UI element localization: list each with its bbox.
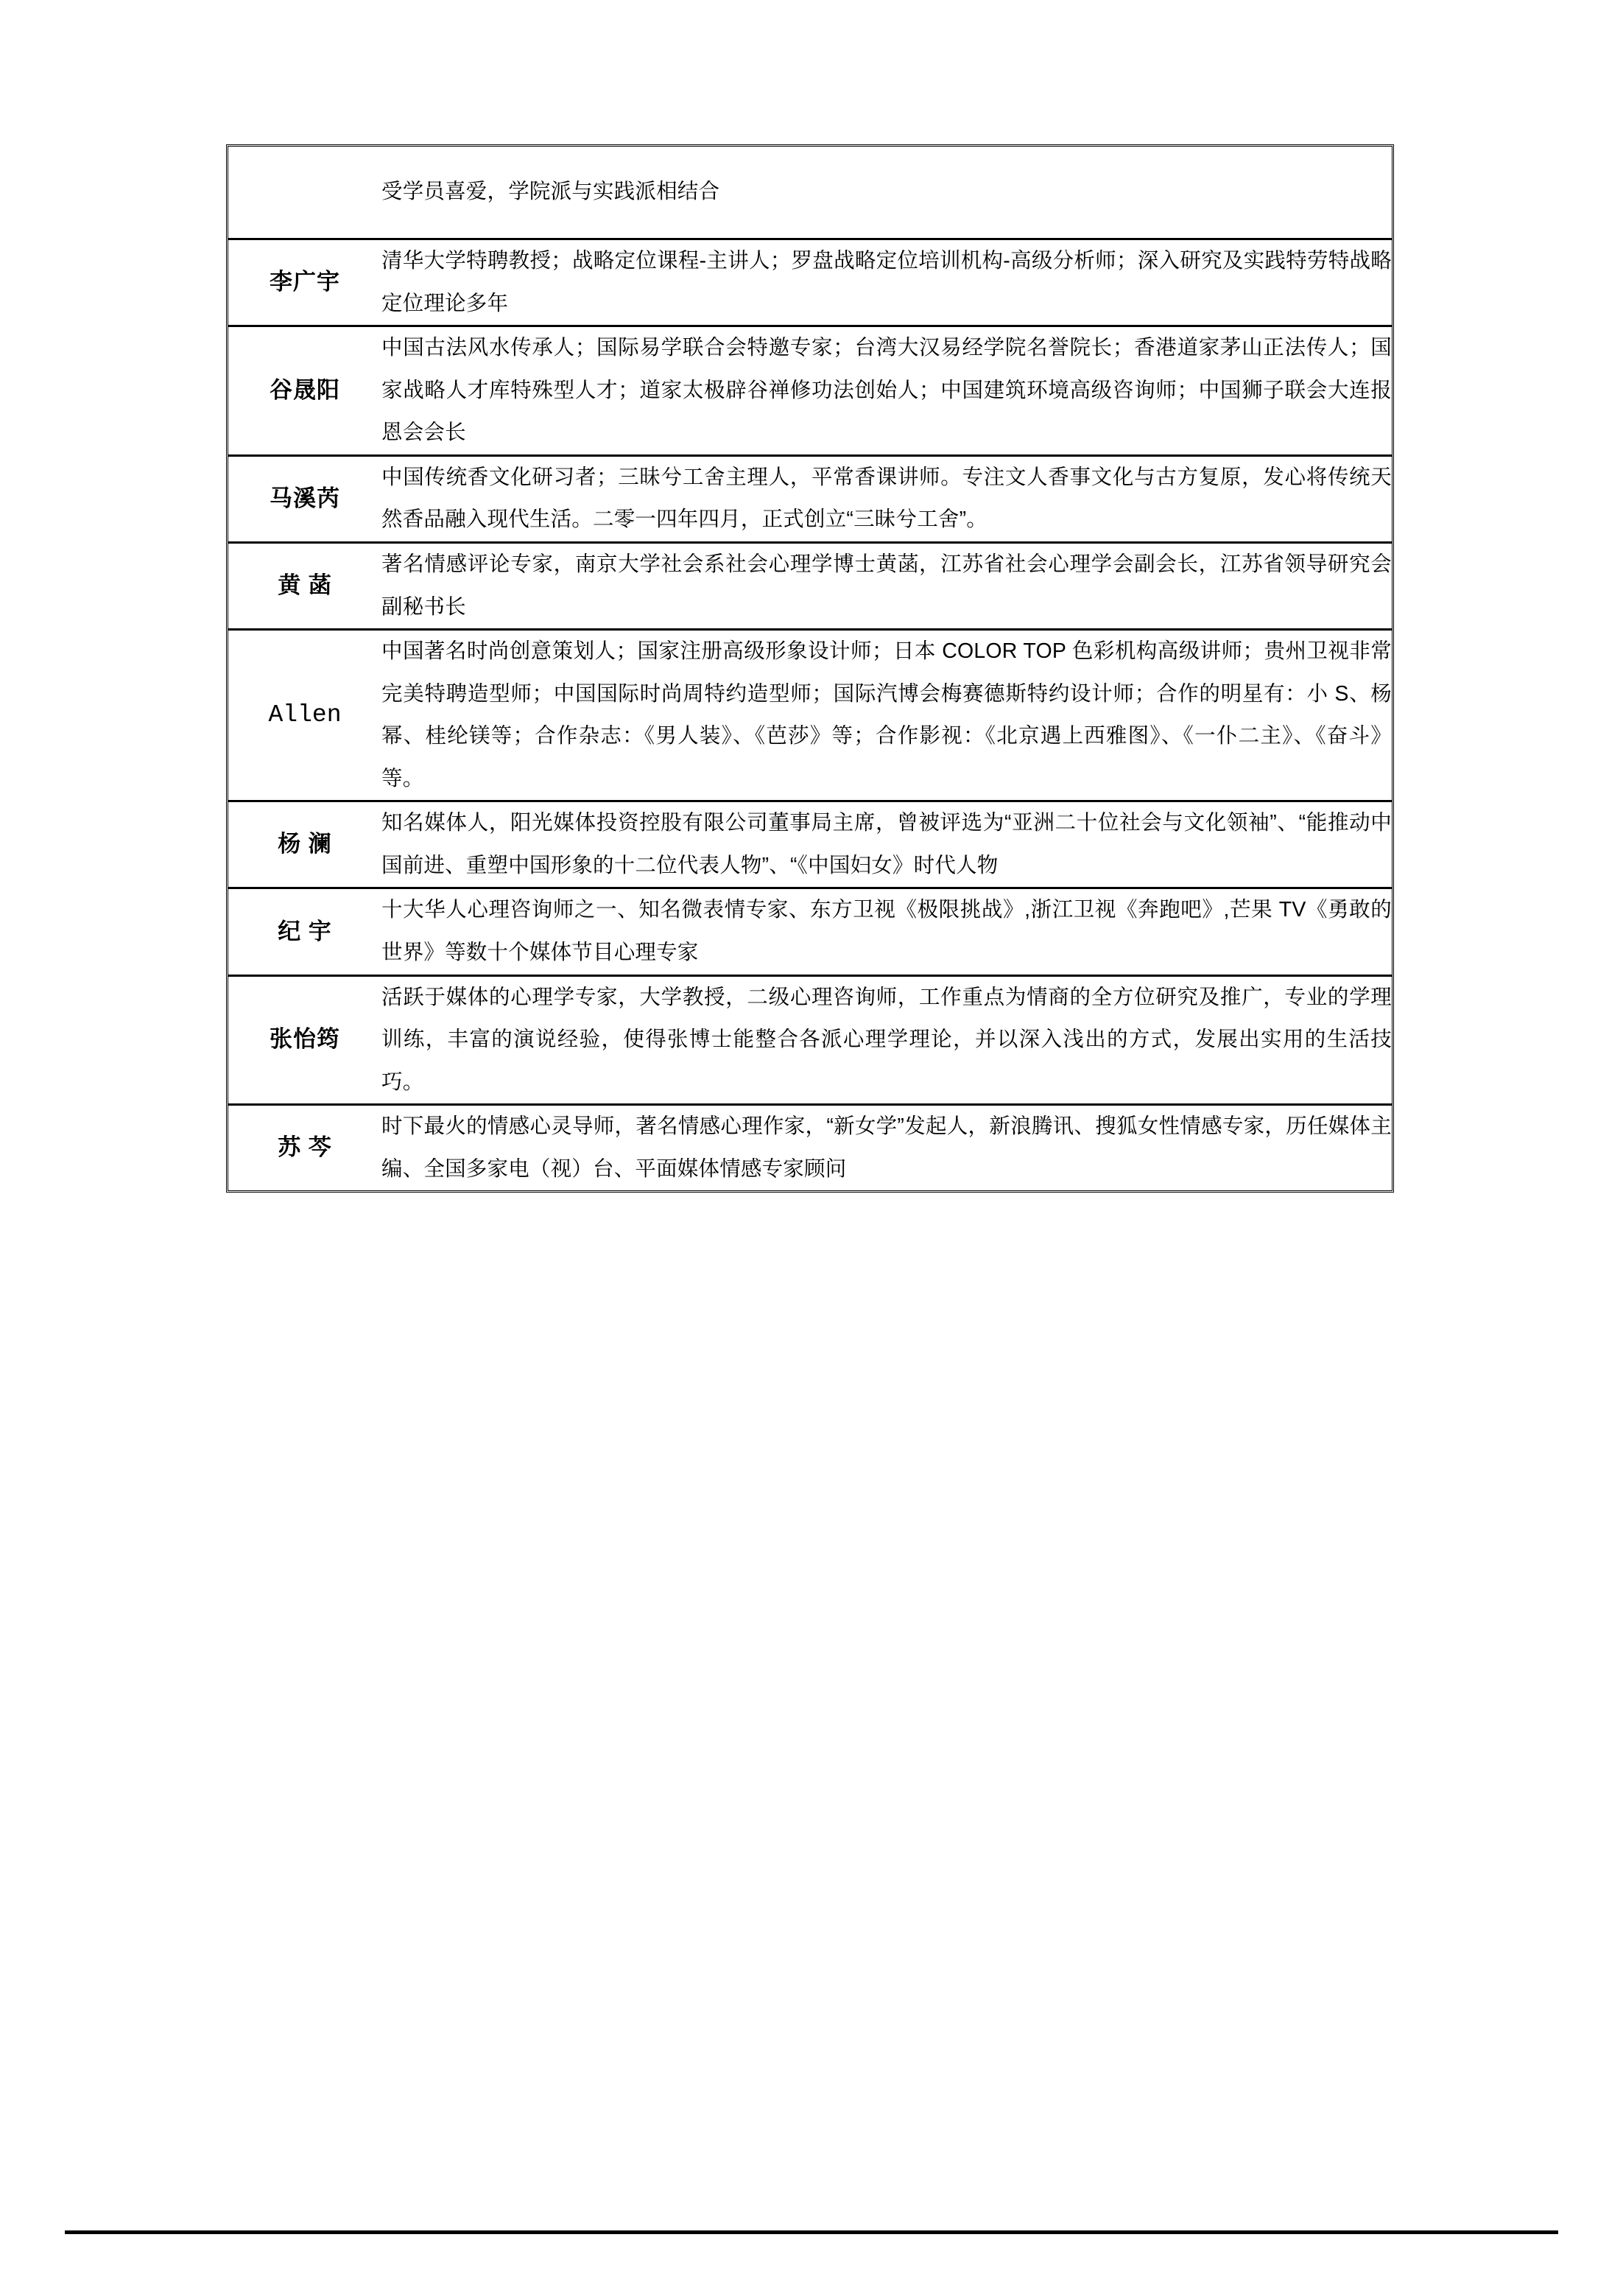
speaker-name-cell: 纪 宇 bbox=[228, 889, 381, 976]
table-row bbox=[228, 457, 1392, 544]
speaker-description-cell: 清华大学特聘教授；战略定位课程-主讲人；罗盘战略定位培训机构-高级分析师；深入研究及实践特劳特战略定位理论多年 bbox=[381, 240, 1392, 327]
speaker-name-cell: 黄 菡 bbox=[228, 544, 381, 631]
footer-separator-rule bbox=[65, 2230, 1558, 2234]
speaker-description-cell: 时下最火的情感心灵导师，著名情感心理作家，“新女学”发起人，新浪腾讯、搜狐女性情感专家，历任媒体主编、全国多家电（视）台、平面媒体情感专家顾问 bbox=[381, 1106, 1392, 1190]
speaker-name-cell: 谷晟阳 bbox=[228, 327, 381, 457]
table-row bbox=[228, 889, 1392, 976]
speaker-description-cell: 受学员喜爱，学院派与实践派相结合 bbox=[381, 147, 1392, 240]
speaker-name-cell: 苏 芩 bbox=[228, 1106, 381, 1190]
speaker-description-cell: 中国古法风水传承人；国际易学联合会特邀专家；台湾大汉易经学院名誉院长；香港道家茅山正法传人；国家战略人才库特殊型人才；道家太极辟谷禅修功法创始人；中国建筑环境高级咨询师；中国狮子联会大连报恩会会长 bbox=[381, 327, 1392, 457]
speaker-name-cell: Allen bbox=[228, 631, 381, 802]
speaker-description-cell: 著名情感评论专家，南京大学社会系社会心理学博士黄菡，江苏省社会心理学会副会长，江苏省领导研究会副秘书长 bbox=[381, 544, 1392, 631]
table-row bbox=[228, 147, 1392, 240]
profile-table-container bbox=[226, 144, 1394, 1193]
speaker-description-cell: 十大华人心理咨询师之一、知名微表情专家、东方卫视《极限挑战》,浙江卫视《奔跑吧》,芒果 TV《勇敢的世界》等数十个媒体节目心理专家 bbox=[381, 889, 1392, 976]
table-row bbox=[228, 1106, 1392, 1190]
speaker-name-cell: 杨 澜 bbox=[228, 802, 381, 889]
speaker-name-cell: 李广宇 bbox=[228, 240, 381, 327]
table-row bbox=[228, 327, 1392, 457]
speaker-name-cell: 马溪芮 bbox=[228, 457, 381, 544]
table-row bbox=[228, 977, 1392, 1106]
speaker-description-cell: 活跃于媒体的心理学专家，大学教授，二级心理咨询师，工作重点为情商的全方位研究及推广，专业的学理训练，丰富的演说经验，使得张博士能整合各派心理学理论，并以深入浅出的方式，发展出实用的生活技巧。 bbox=[381, 977, 1392, 1106]
table-row bbox=[228, 544, 1392, 631]
speaker-description-cell: 中国传统香文化研习者；三昧兮工舍主理人，平常香课讲师。专注文人香事文化与古方复原，发心将传统天然香品融入现代生活。二零一四年四月，正式创立“三昧兮工舍”。 bbox=[381, 457, 1392, 544]
speaker-profile-table bbox=[226, 144, 1394, 1193]
table-body bbox=[228, 147, 1392, 1190]
speaker-description-cell: 中国著名时尚创意策划人；国家注册高级形象设计师；日本 COLOR TOP 色彩机构高级讲师；贵州卫视非常完美特聘造型师；中国国际时尚周特约造型师；国际汽博会梅赛德斯特约设计师；合作的明星有：小 S、杨幂、桂纶镁等；合作杂志：《男人装》、《芭莎》等；合作影视：《北京遇上西雅图》、《一仆二主》、《奋斗》等。 bbox=[381, 631, 1392, 802]
speaker-name-cell bbox=[228, 147, 381, 240]
table-row bbox=[228, 631, 1392, 802]
table-row bbox=[228, 240, 1392, 327]
speaker-name-cell: 张怡筠 bbox=[228, 977, 381, 1106]
table-row bbox=[228, 802, 1392, 889]
speaker-description-cell: 知名媒体人，阳光媒体投资控股有限公司董事局主席，曾被评选为“亚洲二十位社会与文化领袖”、“能推动中国前进、重塑中国形象的十二位代表人物”、“《中国妇女》时代人物 bbox=[381, 802, 1392, 889]
